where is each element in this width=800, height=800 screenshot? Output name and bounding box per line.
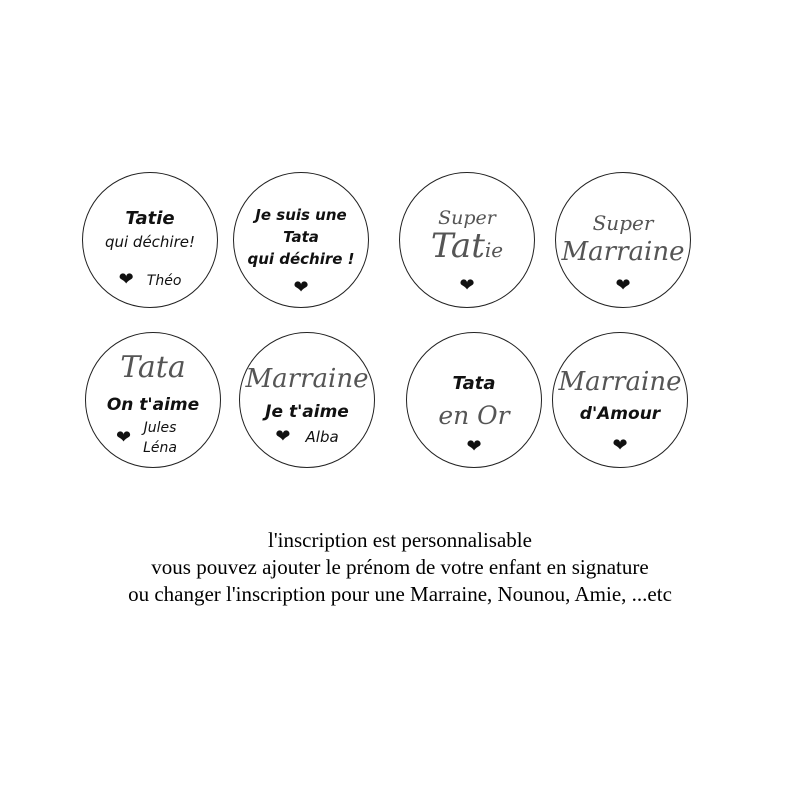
badge-signature: Théo bbox=[146, 273, 182, 289]
badge-signature-row bbox=[240, 428, 374, 446]
heart-icon: ❤ bbox=[275, 426, 291, 447]
badge-line-2: d'Amour bbox=[579, 404, 661, 424]
heart-icon: ❤ bbox=[615, 275, 631, 296]
badge-line-1: Super bbox=[592, 211, 654, 235]
badge-line-2: Je t'aime bbox=[265, 402, 349, 422]
badge-heart-row bbox=[400, 277, 534, 295]
heart-icon: ❤ bbox=[118, 269, 134, 290]
badge-tata-on-taime bbox=[85, 332, 221, 468]
badge-line-1: Tata bbox=[120, 350, 186, 385]
badge-line-2: qui déchire! bbox=[104, 233, 196, 251]
caption-line-2: vous pouvez ajouter le prénom de votre enfant en signature bbox=[151, 555, 649, 579]
caption-line-1: l'inscription est personnalisable bbox=[268, 528, 532, 552]
badge-line-3: qui déchire ! bbox=[247, 250, 355, 268]
badge-line-1: Super bbox=[438, 207, 496, 229]
heart-icon: ❤ bbox=[459, 275, 475, 296]
heart-icon: ❤ bbox=[116, 427, 132, 448]
badge-signature-2: Léna bbox=[143, 440, 177, 456]
badge-signature: Alba bbox=[305, 428, 339, 446]
badge-signature-row bbox=[83, 271, 217, 289]
badge-marraine-je-taime bbox=[239, 332, 375, 468]
badge-heart-row bbox=[553, 437, 687, 455]
badge-je-suis-une-tata bbox=[233, 172, 369, 308]
badge-line-1: Marraine bbox=[558, 367, 682, 397]
badge-line-2-row bbox=[400, 226, 534, 266]
badge-super-marraine bbox=[555, 172, 691, 308]
badge-tatie-qui-dechire bbox=[82, 172, 218, 308]
badge-line-1: Tata bbox=[452, 373, 496, 394]
badge-line-1: Tatie bbox=[125, 208, 175, 229]
badge-tata-en-or bbox=[406, 332, 542, 468]
badge-super-tatie bbox=[399, 172, 535, 308]
heart-icon: ❤ bbox=[293, 277, 309, 298]
badge-heart-row bbox=[556, 277, 690, 295]
heart-icon: ❤ bbox=[612, 435, 628, 456]
caption-line-3: ou changer l'inscription pour une Marraine, Nounou, Amie, ...etc bbox=[128, 582, 672, 606]
badge-line-2-suffix: ie bbox=[484, 238, 504, 262]
badge-line-2: en Or bbox=[438, 401, 510, 430]
badge-line-2: Marraine bbox=[561, 237, 685, 267]
badge-marraine-damour bbox=[552, 332, 688, 468]
badge-line-1: Je suis une bbox=[255, 206, 347, 224]
badge-line-2: Tata bbox=[283, 228, 319, 246]
badge-signature-1: Jules bbox=[143, 420, 177, 436]
badge-heart-row bbox=[234, 279, 368, 297]
badge-line-2: Tat bbox=[430, 226, 485, 266]
badge-line-1: Marraine bbox=[245, 364, 369, 394]
badge-heart-row bbox=[407, 438, 541, 456]
badge-line-2: On t'aime bbox=[106, 395, 200, 415]
badge-signature-row bbox=[86, 421, 220, 455]
heart-icon: ❤ bbox=[466, 436, 482, 457]
